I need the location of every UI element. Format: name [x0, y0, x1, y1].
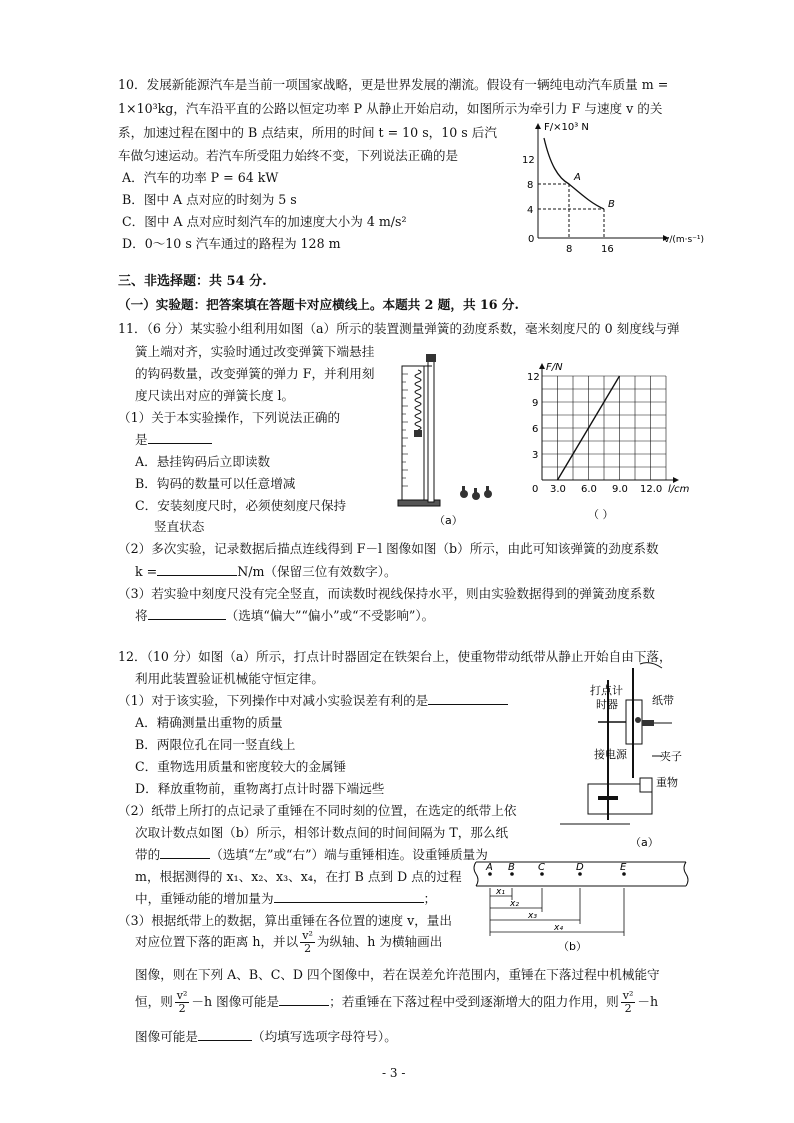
q11-fig-b-caption: （ ） — [588, 508, 614, 521]
q11-ytick-12: 12 — [527, 372, 540, 383]
q10-origin: 0 — [528, 234, 535, 245]
q12-label-timer: 打点计 — [590, 684, 623, 697]
q12-p2e1: 中，重锤动能的增加量为 — [135, 891, 274, 906]
q12-p2e2: ； — [423, 891, 437, 906]
q11-ytick-9: 9 — [532, 398, 539, 409]
q12-answer-4[interactable] — [279, 993, 329, 1006]
q11-line4: 度尺读出对应的弹簧长度 l。 — [135, 388, 295, 403]
q11-p3b2: （选填“偏大”“偏小”或“不受影响”）。 — [225, 608, 435, 623]
q12-fig-b-caption: （b） — [558, 940, 587, 953]
q12-p2b: 次取计数点如图（b）所示，相邻计数点间的时间间隔为 T，那么纸 — [135, 825, 509, 840]
q12-p3e-row — [135, 1026, 397, 1045]
q10-line4: 车做匀速运动。若汽车所受阻力始终不变，下列说法正确的是 — [118, 148, 459, 163]
q10-option-c: C．图中 A 点对应时刻汽车的加速度大小为 4 m/s² — [122, 214, 407, 229]
q11-ytick-3: 3 — [532, 450, 539, 461]
q12-apparatus-figure — [540, 660, 700, 850]
q11-opt-a: A．悬挂钩码后立即读数 — [135, 454, 271, 469]
tape-x3: x₃ — [528, 911, 537, 921]
q10-xtick-8: 8 — [566, 244, 573, 255]
q10-ylabel: F/×10³ N — [544, 122, 589, 133]
q11-fig-a-caption: （a） — [434, 514, 463, 527]
q11-apparatus-figure — [392, 352, 504, 530]
page-number: - 3 - — [382, 1066, 406, 1080]
q11-p2b2: N/m（保留三位有效数字）。 — [237, 564, 397, 579]
q11-p2b1: k = — [135, 564, 158, 579]
q12-p3b1: 对应位置下落的距离 h，并以 — [135, 934, 299, 949]
q12-opt-b: B．两限位孔在同一竖直线上 — [135, 737, 296, 752]
q12-line2: 利用此装置验证机械能守恒定律。 — [135, 671, 324, 686]
q11-line2: 簧上端对齐，实验时通过改变弹簧下端悬挂 — [135, 344, 375, 359]
q11-answer-1[interactable] — [148, 431, 212, 444]
q12-p3d2: －h 图像可能是 — [191, 994, 280, 1009]
q12-p3e1: 图像可能是 — [135, 1029, 198, 1044]
q11-xlabel: l/cm — [668, 484, 690, 495]
q11-opt-b: B．钩码的数量可以任意增减 — [135, 476, 296, 491]
q10-ytick-12: 12 — [522, 155, 535, 166]
q12-p3e2: （均填写选项字母符号）。 — [251, 1029, 397, 1044]
q12-label-tape: 纸带 — [652, 694, 674, 707]
q10-option-a: A．汽车的功率 P = 64 kW — [122, 170, 279, 185]
q10-point-a: A — [574, 172, 581, 183]
q12-label-timer2: 时器 — [596, 698, 618, 711]
q12-opt-d: D．释放重物前，重物离打点计时器下端远些 — [135, 781, 385, 796]
q12-label-power: 接电源 — [594, 748, 627, 761]
tape-point-b: B — [508, 862, 515, 873]
q10-ytick-8: 8 — [527, 180, 534, 191]
q11-p1a: （1）关于本实验操作，下列说法正确的 — [118, 410, 341, 425]
q12-p3d1: 恒，则 — [135, 994, 173, 1009]
q10-line1: 10．发展新能源汽车是当前一项国家战略，更是世界发展的潮流。假设有一辆纯电动汽车质量 m = — [118, 77, 669, 92]
q10-option-d: D．0～10 s 汽车通过的路程为 128 m — [122, 236, 341, 251]
q11-p2a: （2）多次实验，记录数据后描点连线得到 F－l 图像如图（b）所示，由此可知该弹簧的劲度系数 — [118, 541, 659, 556]
q11-opt-c1: C．安装刻度尺时，必须使刻度尺保持 — [135, 498, 347, 513]
q11-answer-2[interactable] — [157, 563, 237, 576]
q11-xtick-6: 6.0 — [581, 484, 597, 495]
q12-answer-5[interactable] — [198, 1028, 252, 1041]
q12-p2c-row — [135, 844, 488, 863]
tape-x1: x₁ — [496, 887, 505, 897]
q12-opt-c: C．重物选用质量和密度较大的金属锤 — [135, 759, 347, 774]
q10-fv-graph — [508, 116, 708, 256]
q11-line1: 11．（6 分）某实验小组利用如图（a）所示的装置测量弹簧的劲度系数，毫米刻度尺的 0 刻度线与弹 — [118, 321, 680, 336]
q10-option-b: B．图中 A 点对应的时刻为 5 s — [122, 192, 297, 207]
q12-tape-figure — [468, 852, 698, 956]
q12-p3d4: －h — [637, 994, 659, 1009]
q12-p2c1: 带的 — [135, 847, 161, 862]
q11-answer-3[interactable] — [148, 607, 226, 620]
q11-line3: 的钩码数量，改变弹簧的弹力 F，并利用刻 — [135, 366, 375, 381]
section3-title: 三、非选择题：共 54 分. — [118, 274, 267, 289]
q11-p2b-row — [135, 561, 397, 580]
v2-over-2-fraction: $\frac{\text{v²}}{2}$ — [302, 929, 313, 955]
q12-p2a: （2）纸带上所打的点记录了重锤在不同时刻的位置，在选定的纸带上依 — [118, 803, 517, 818]
q11-p1b: 是 — [135, 432, 148, 447]
section3-sub1: （一）实验题：把答案填在答题卡对应横线上。本题共 2 题，共 16 分. — [118, 297, 519, 312]
q10-point-b: B — [608, 199, 615, 210]
q12-p3c: 图像，则在下列 A、B、C、D 四个图像中，若在误差允许范围内，重锤在下落过程中机械能守 — [135, 967, 660, 982]
q11-fl-graph — [520, 360, 690, 528]
q12-label-weight: 重物 — [656, 776, 678, 789]
q12-label-clip: 夹子 — [660, 750, 682, 763]
q12-p3a: （3）根据纸带上的数据，算出重锤在各位置的速度 v，量出 — [118, 913, 452, 928]
q10-xtick-16: 16 — [601, 244, 614, 255]
q12-p2e-row — [135, 888, 436, 907]
q12-p3d3: ；若重锤在下落过程中受到逐渐增大的阻力作用，则 — [329, 994, 619, 1009]
q11-ylabel: F/N — [546, 362, 563, 373]
q10-xlabel: v/(m·s⁻¹) — [664, 235, 705, 245]
q12-p2d: m，根据测得的 x₁、x₂、x₃、x₄，在打 B 点到 D 点的过程 — [135, 869, 462, 884]
tape-point-e: E — [620, 862, 627, 873]
q10-ytick-4: 4 — [527, 205, 534, 216]
q10-line3: 系，加速过程在图中的 B 点结束，所用的时间 t = 10 s，10 s 后汽 — [118, 125, 497, 140]
q12-p2c2: （选填“左”或“右”）端与重锤相连。设重锤质量为 — [210, 847, 488, 862]
q11-p3a: （3）若实验中刻度尺没有完全竖直，而读数时视线保持水平，则由实验数据得到的弹簧劲度系数 — [118, 586, 655, 601]
q12-answer-2[interactable] — [160, 846, 210, 859]
tape-x4: x₄ — [554, 923, 563, 933]
q11-ytick-6: 6 — [532, 424, 539, 435]
q12-fig-a-caption: （a） — [630, 836, 659, 849]
q11-origin: 0 — [532, 484, 539, 495]
q12-p1-row — [118, 690, 508, 709]
tape-point-c: C — [538, 862, 545, 873]
q12-answer-3[interactable] — [274, 890, 424, 903]
q11-p3b-row — [135, 605, 434, 624]
v2-over-2-fraction: $\frac{\text{v²}}{2}$ — [176, 989, 188, 1015]
q11-xtick-12: 12.0 — [640, 484, 663, 495]
q11-xtick-9: 9.0 — [612, 484, 628, 495]
q12-p3b-row — [135, 930, 442, 955]
tape-point-d: D — [576, 862, 584, 873]
q12-p3b2: 为纵轴、h 为横轴画出 — [316, 934, 443, 949]
q12-opt-a: A．精确测量出重物的质量 — [135, 715, 283, 730]
q12-p1: （1）对于该实验，下列操作中对减小实验误差有利的是 — [118, 693, 429, 708]
tape-point-a: A — [486, 862, 493, 873]
v2-over-2-fraction: $\frac{\text{v²}}{2}$ — [622, 989, 634, 1015]
q12-p3d-row — [135, 990, 658, 1015]
q10-line2: 1×10³kg，汽车沿平直的公路以恒定功率 P 从静止开始启动，如图所示为牵引力 F 与速度 v 的关 — [118, 101, 663, 116]
q11-p1b-row — [135, 429, 212, 448]
q12-answer-1[interactable] — [428, 692, 508, 705]
q11-opt-c2: 竖直状态 — [154, 519, 205, 534]
q12-line1: 12．（10 分）如图（a）所示，打点计时器固定在铁架台上，使重物带动纸带从静止开始自由下落， — [118, 649, 672, 664]
q11-p3b1: 将 — [135, 608, 148, 623]
tape-x2: x₂ — [510, 899, 519, 909]
q11-xtick-3: 3.0 — [550, 484, 566, 495]
